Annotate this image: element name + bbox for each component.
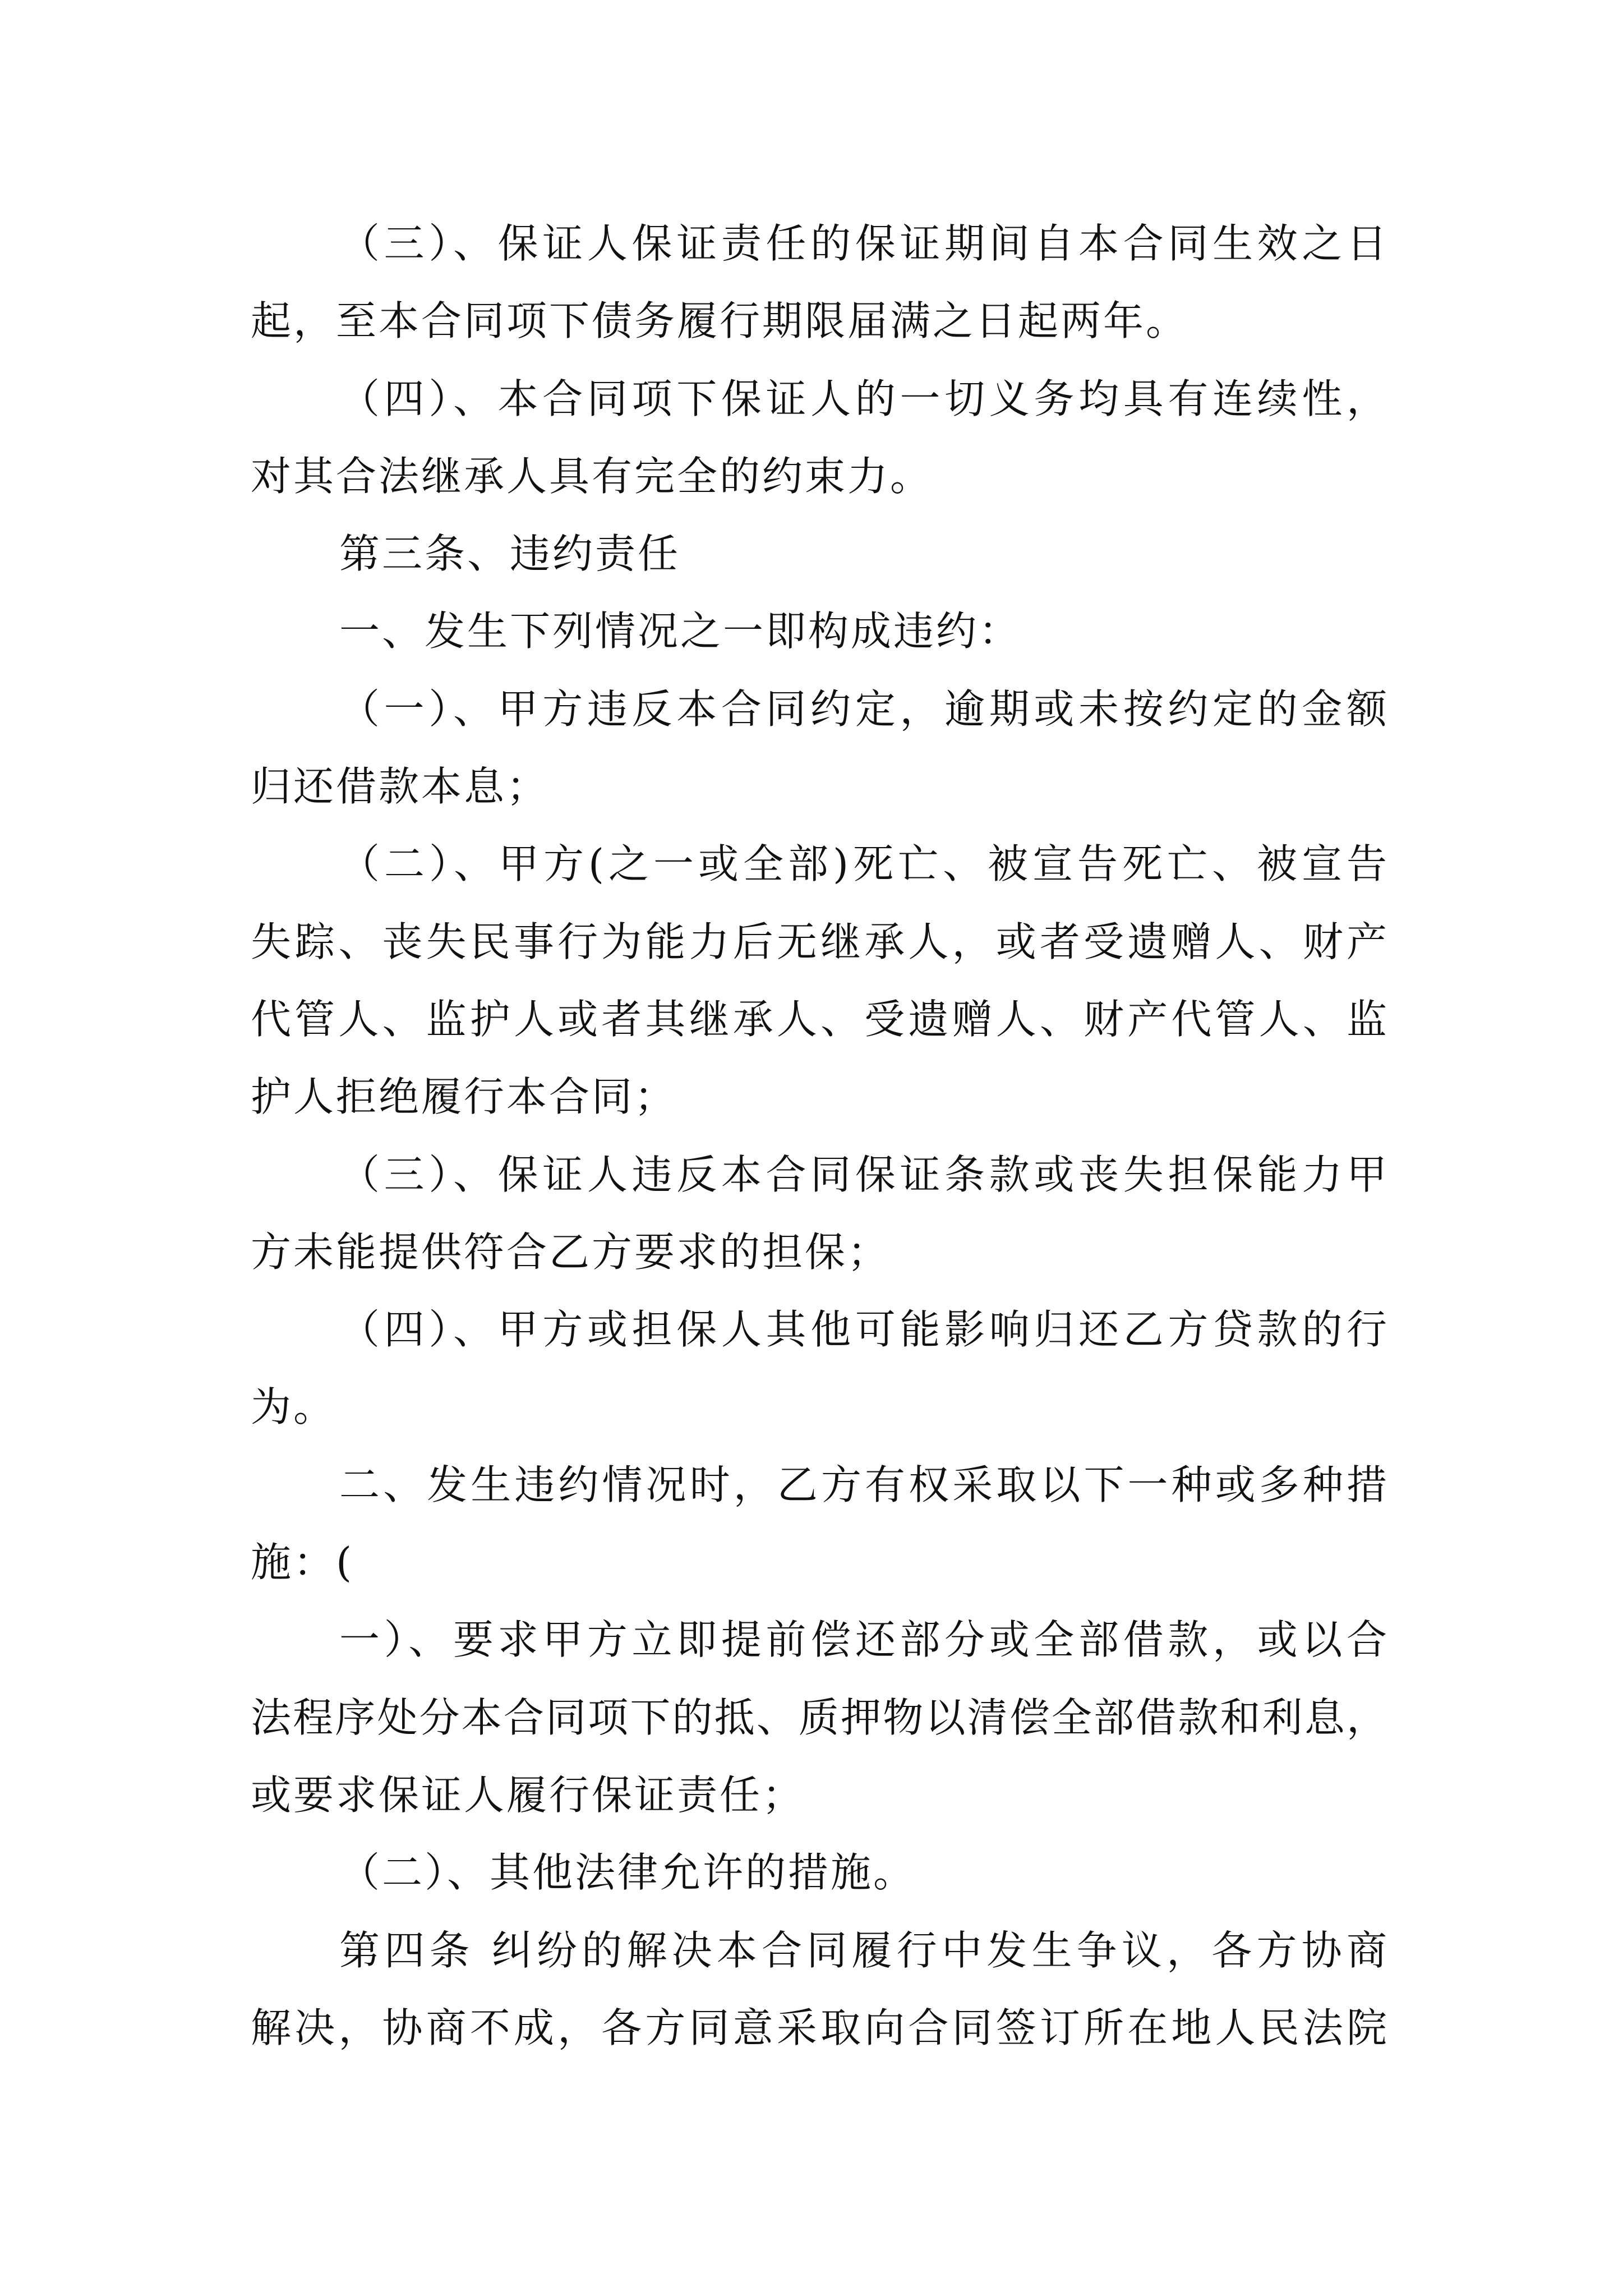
contract-text xyxy=(251,205,1387,2067)
text-line: （四）、本合同项下保证人的一切义务均具有连续性， xyxy=(339,375,1387,422)
text-line: （一）、甲方违反本合同约定，逾期或未按约定的金额 xyxy=(339,685,1387,733)
text-line: 一、发生下列情况之一即构成违约： xyxy=(339,608,1022,655)
text-line: 方未能提供符合乙方要求的担保； xyxy=(251,1228,891,1276)
text-line: 施：( xyxy=(251,1539,354,1586)
text-line: 代管人、监护人或者其继承人、受遗赠人、财产代管人、监 xyxy=(251,995,1387,1043)
text-line: 失踪、丧失民事行为能力后无继承人，或者受遗赠人、财产 xyxy=(251,918,1387,965)
section-heading: 第四条 纠纷的解决本合同履行中发生争议，各方协商 xyxy=(339,1926,1387,1974)
text-line: 对其合法继承人具有完全的约束力。 xyxy=(251,452,933,500)
text-line: 一）、要求甲方立即提前偿还部分或全部借款，或以合 xyxy=(339,1616,1387,1664)
section-heading: 第三条、违约责任 xyxy=(339,530,681,578)
text-line: （二）、甲方(之一或全部)死亡、被宣告死亡、被宣告 xyxy=(339,840,1387,888)
text-line: 二、发生违约情况时，乙方有权采取以下一种或多种措 xyxy=(339,1461,1387,1508)
text-line: 为。 xyxy=(251,1383,336,1431)
text-line: （三）、保证人违反本合同保证条款或丧失担保能力甲 xyxy=(339,1151,1387,1198)
text-line: （三）、保证人保证责任的保证期间自本合同生效之日 xyxy=(339,220,1387,267)
text-line: 归还借款本息； xyxy=(251,763,550,811)
text-line: 或要求保证人履行保证责任； xyxy=(251,1771,805,1819)
text-line: 法程序处分本合同项下的抵、质押物以清偿全部借款和利息， xyxy=(251,1694,1387,1741)
text-line: 起，至本合同项下债务履行期限届满之日起两年。 xyxy=(251,297,1189,345)
text-line: 护人拒绝履行本合同； xyxy=(251,1073,677,1121)
text-line: （二）、其他法律允许的措施。 xyxy=(339,1849,916,1897)
text-line: 解决，协商不成，各方同意采取向合同签订所在地人民法院 xyxy=(251,2004,1387,2051)
text-line: （四）、甲方或担保人其他可能影响归还乙方贷款的行 xyxy=(339,1306,1387,1354)
